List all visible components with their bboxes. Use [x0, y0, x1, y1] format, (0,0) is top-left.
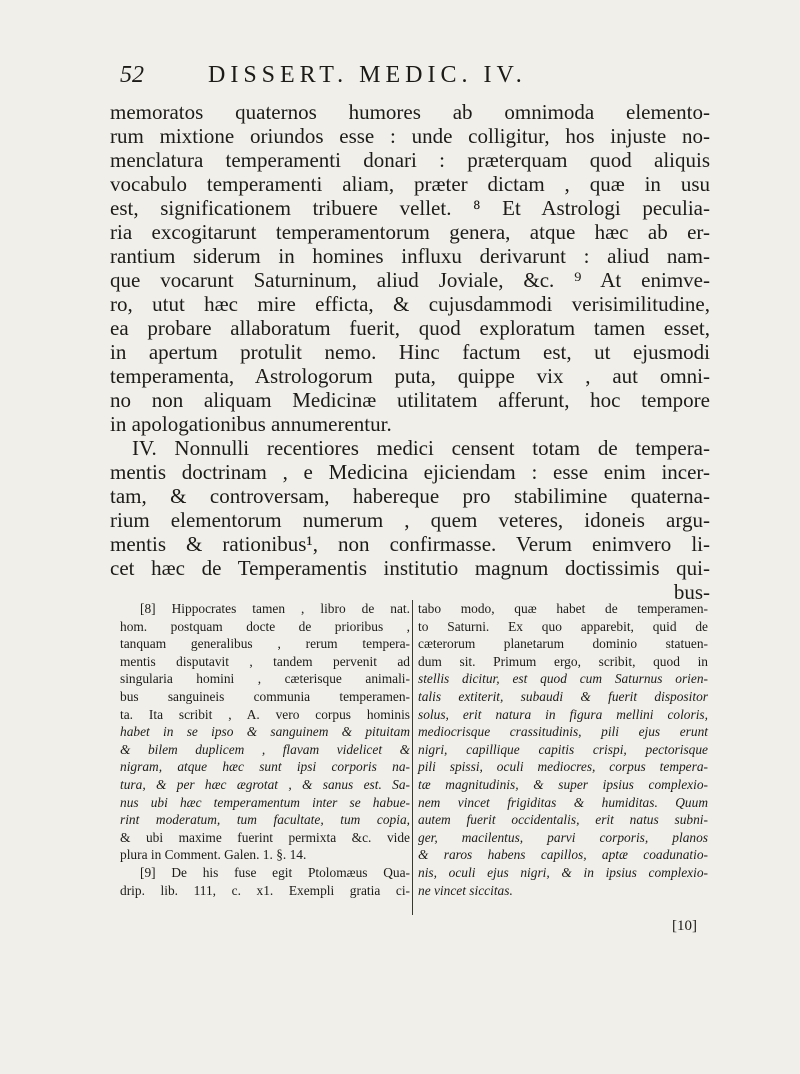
footnote-line: mentis disputavit , tandem pervenit ad	[120, 653, 410, 669]
footnote-line: tabo modo, quæ habet de temperamen-	[418, 601, 708, 616]
main-line: ea probare allaboratum fuerit, quod exploratum tamen esset,	[110, 316, 710, 340]
main-line: cet hæc de Temperamentis institutio magnum doctissimis qui-	[110, 556, 710, 580]
main-line: menclatura temperamenti donari : præterquam quod aliquis	[110, 148, 710, 172]
footnote-line: nem vincet frigiditas & humiditas. Quum	[418, 794, 708, 810]
page-header	[120, 60, 710, 96]
footnote-line: tanquam generalibus , rerum tempera-	[120, 636, 410, 652]
footnote-line: & raros habens capillos, aptæ coadunatio-	[418, 847, 708, 863]
footnote-line: [9] De his fuse egit Ptolomæus Qua-	[140, 864, 410, 880]
footnote-line: nigri, capillique capitis crispi, pectorisque	[418, 741, 708, 757]
main-line: rum mixtione oriundos esse : unde colligitur, hos injuste no-	[110, 124, 710, 148]
footnote-line: plura in Comment. Galen. 1. §. 14.	[120, 847, 307, 863]
footnote-line: nigram, atque hæc sunt ipsi corporis na-	[120, 759, 410, 775]
running-title: DISSERT. MEDIC. IV.	[208, 62, 527, 88]
main-line: ria excogitarunt temperamentorum genera, atque hæc ab er-	[110, 220, 710, 244]
main-line: rium elementorum numerum , quem veteres, idoneis argu-	[110, 508, 710, 532]
catchword: [10]	[672, 918, 697, 934]
main-line: temperamenta, Astrologorum puta, quippe vix , aut omni-	[110, 364, 710, 388]
footnote-line: singularia homini , cæterisque animali-	[120, 671, 410, 687]
footnote-line: pili spissi, oculi mediocres, corpus tempera-	[418, 759, 708, 775]
footnote-line: mediocrisque crassitudinis, pili ejus erunt	[418, 724, 708, 740]
column-divider	[412, 600, 413, 915]
main-text	[110, 100, 710, 604]
footnote-line: tura, & per hæc ægrotat , & sanus est. Sa-	[120, 776, 410, 792]
footnote-line: ger, macilentus, parvi corporis, planos	[418, 829, 708, 845]
footnote-line: nus ubi hæc temperamentum inter se habue-	[120, 794, 410, 810]
footnote-line: & bilem duplicem , flavam videlicet &	[120, 741, 410, 757]
main-line: que vocarunt Saturninum, aliud Joviale, &c. ⁹ At enimve-	[110, 268, 710, 292]
footnote-line: drip. lib. 111, c. x1. Exempli gratia ci-	[120, 882, 410, 898]
page-number: 52	[120, 62, 144, 88]
footnote-line: rint moderatum, tum facultate, tum copia,	[120, 812, 410, 828]
main-line: tam, & controversam, habereque pro stabilimine quaterna-	[110, 484, 710, 508]
catchword-line: bus-	[673, 580, 710, 604]
footnote-line: solus, erit natura in figura mellini coloris,	[418, 706, 708, 722]
footnote-line: tæ magnitudinis, & super ipsius complexio-	[418, 776, 708, 792]
main-line: rantium siderum in homines influxu derivarunt : aliud nam-	[110, 244, 710, 268]
footnote-line: stellis dicitur, est quod cum Saturnus orien-	[418, 671, 708, 687]
footnote-line: nis, oculi ejus nigri, & in ipsius complexio-	[418, 864, 708, 880]
main-line: ro, utut hæc mire efficta, & cujusdammodi verisimilitudine,	[110, 292, 710, 316]
footnote-line: ta. Ita scribit , A. vero corpus hominis	[120, 706, 410, 722]
footnote-line: habet in se ipso & sanguinem & pituitam	[120, 724, 410, 740]
main-line: mentis & rationibus¹, non confirmasse. Verum enimvero li-	[110, 532, 710, 556]
main-line: in apologationibus annumerentur.	[110, 412, 392, 436]
main-line: est, significationem tribuere vellet. ⁸ Et Astrologi peculia-	[110, 196, 710, 220]
footnote-line: [8] Hippocrates tamen , libro de nat.	[140, 601, 410, 616]
footnote-line: to Saturni. Ex quo apparebit, quid de	[418, 618, 708, 634]
footnote-line: dum sit. Primum ergo, scribit, quod in	[418, 653, 708, 669]
footnote-line: hom. postquam docte de prioribus ,	[120, 618, 410, 634]
main-line: mentis doctrinam , e Medicina ejiciendam : esse enim incer-	[110, 460, 710, 484]
footnote-column-right	[418, 600, 708, 899]
footnote-line: talis extiterit, subaudi & fuerit dispositor	[418, 688, 708, 704]
footnote-line: ne vincet siccitas.	[418, 882, 513, 898]
footnote-line: autem fuerit occidentalis, erit natus subni-	[418, 812, 708, 828]
main-line: IV. Nonnulli recentiores medici censent totam de tempera-	[132, 436, 710, 460]
main-line: no non aliquam Medicinæ utilitatem afferunt, hoc tempore	[110, 388, 710, 412]
footnote-line: bus sanguineis communia temperamen-	[120, 688, 410, 704]
footnote-line: cæterorum planetarum dominio statuen-	[418, 636, 708, 652]
footnote-column-left	[120, 600, 410, 899]
main-line: vocabulo temperamenti aliam, præter dictam , quæ in usu	[110, 172, 710, 196]
main-line: in apertum protulit nemo. Hinc factum est, ut ejusmodi	[110, 340, 710, 364]
footnote-line: & ubi maxime fuerint permixta &c. vide	[120, 829, 410, 845]
main-line: memoratos quaternos humores ab omnimoda elemento-	[110, 100, 710, 124]
